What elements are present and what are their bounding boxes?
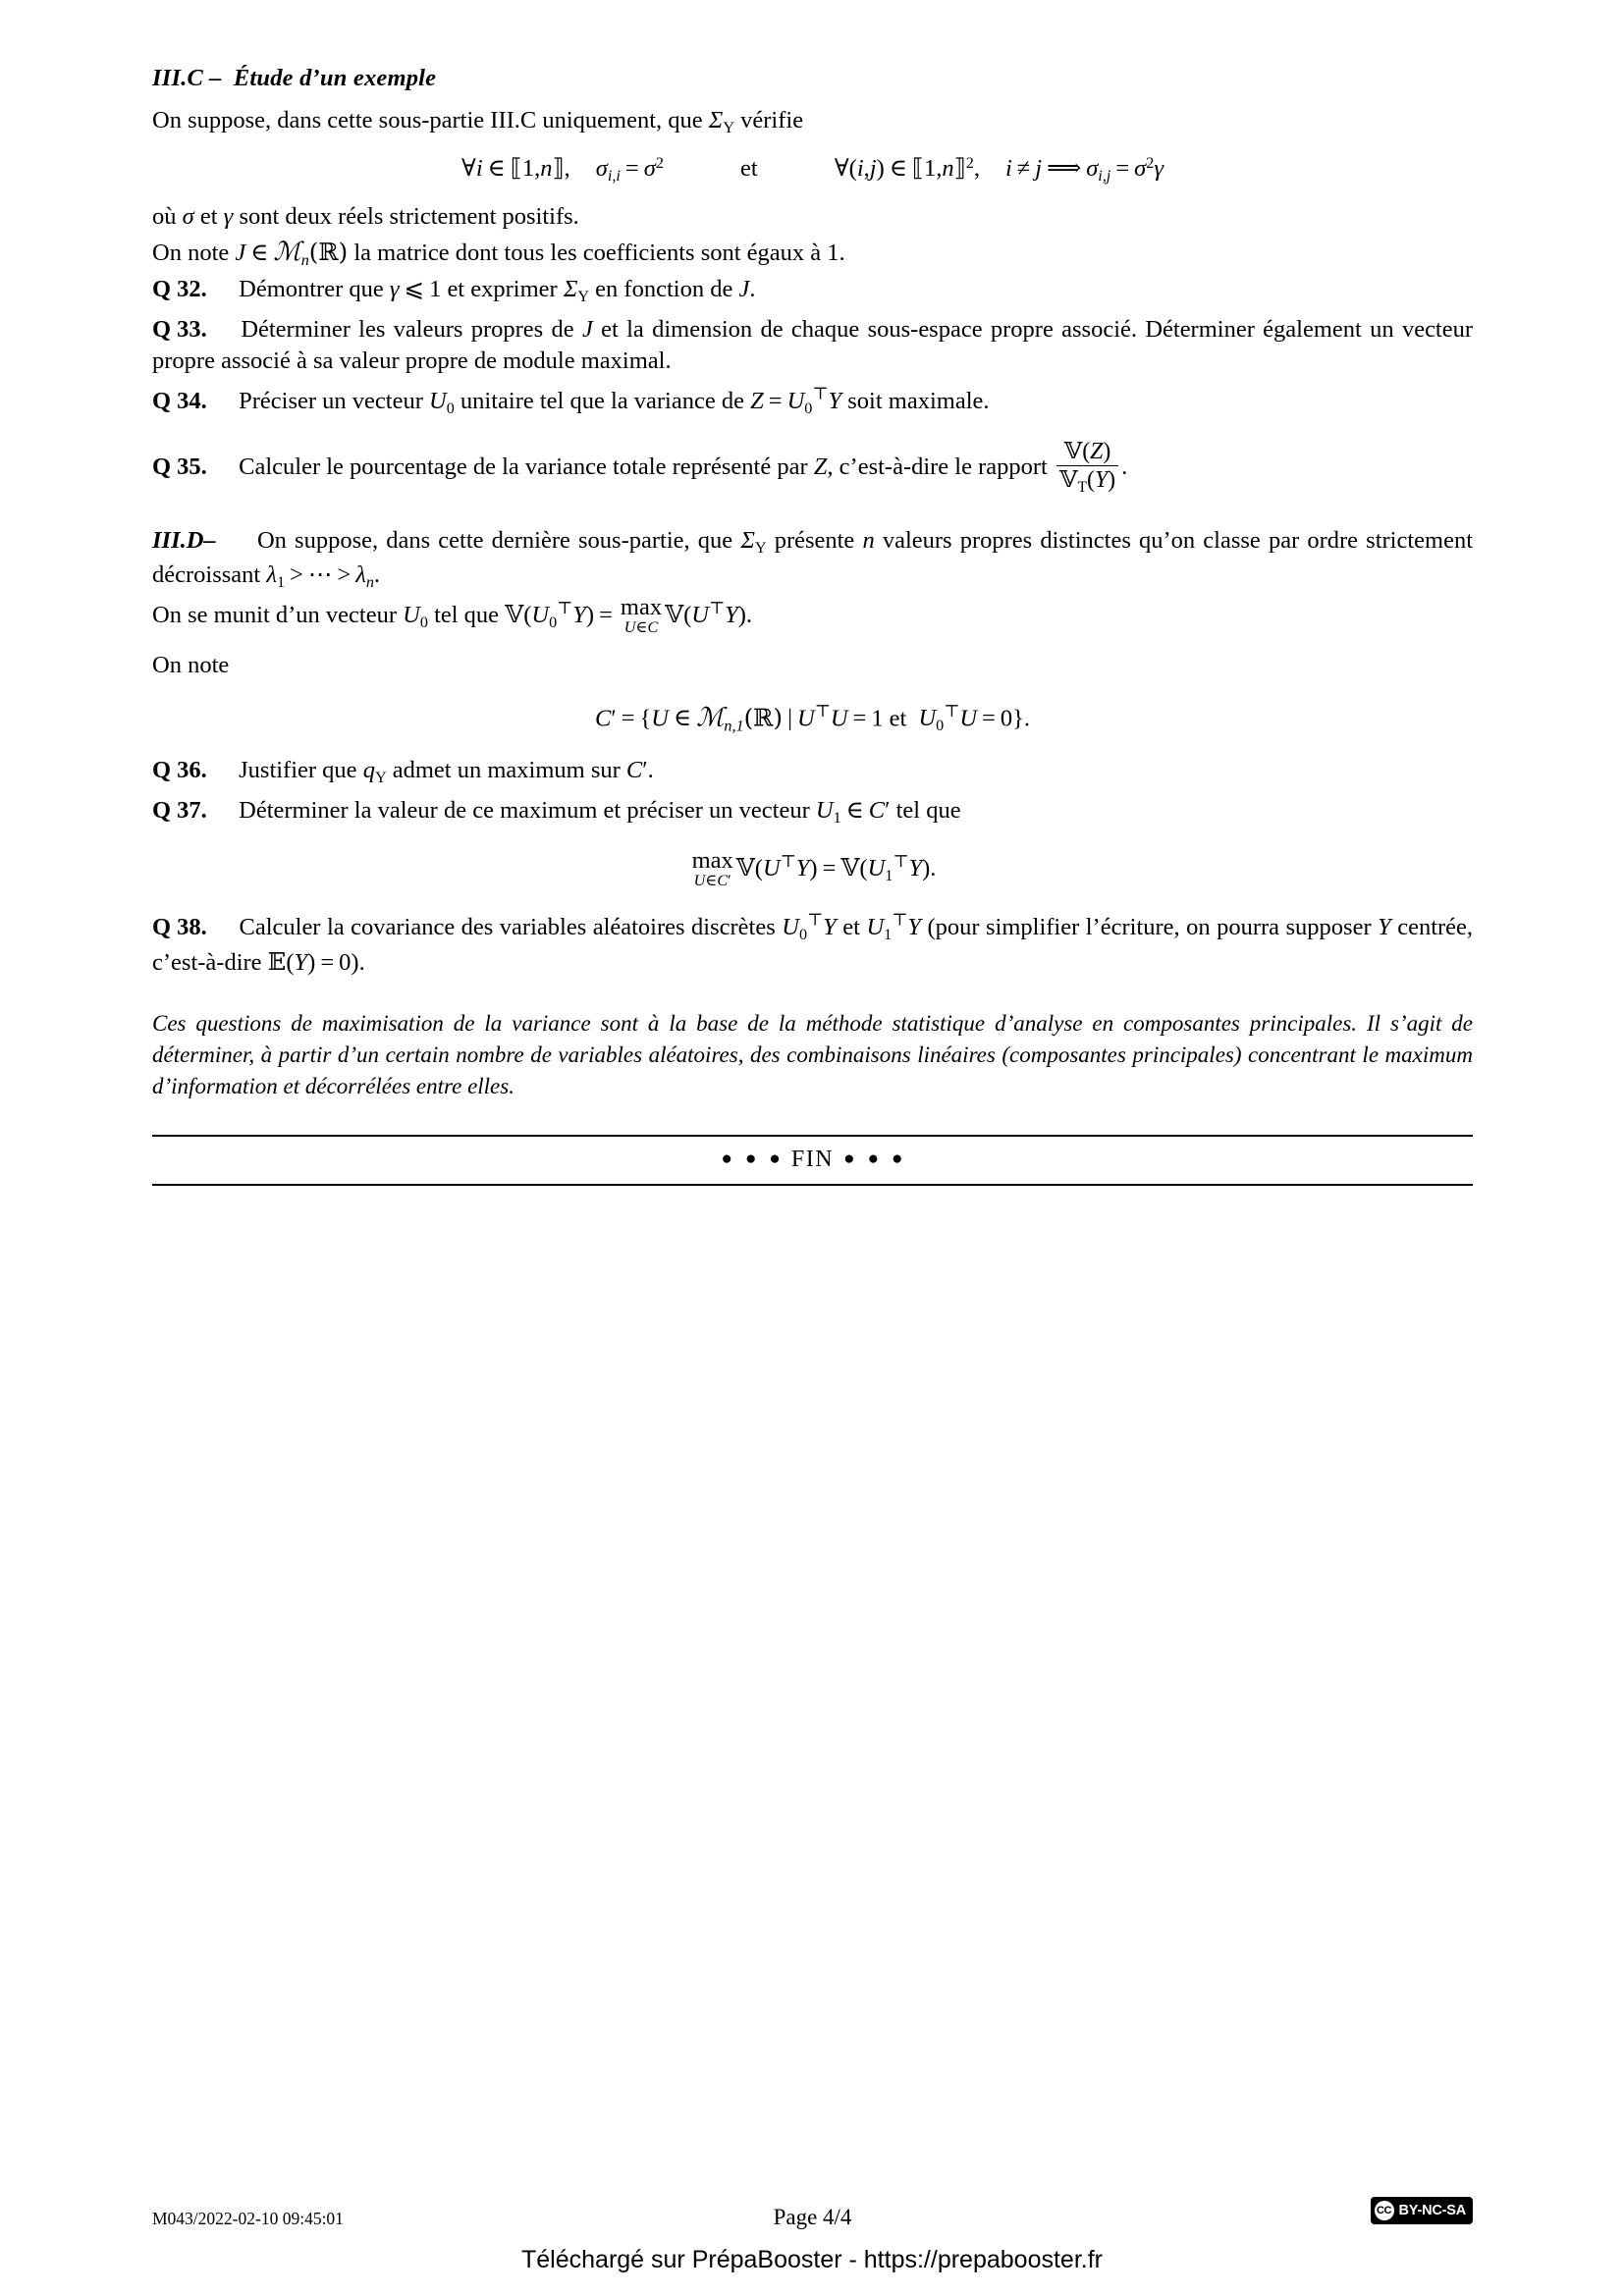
iiid-intro-d: . bbox=[373, 561, 381, 588]
fin-label: FIN bbox=[790, 1147, 835, 1173]
section-title: Étude d’un exemple bbox=[233, 65, 437, 91]
question-q37 bbox=[152, 795, 1473, 829]
fin-dot-icon: ● bbox=[867, 1148, 881, 1170]
matrix-j-note: On note J ∈ ℳ$_n$(ℝ) la matrice dont tous les coefficients sont égaux à 1. bbox=[152, 237, 845, 270]
creative-commons-badge bbox=[1371, 2197, 1474, 2224]
page-footer bbox=[152, 2205, 1473, 2244]
question-label: Q 33. bbox=[152, 315, 207, 343]
display-equation-sigma-definition: ∀i ∈ ⟦1,n⟧, $\sigma_{i,i} = \sigma^2$ et ∀(i,j) ∈ ⟦1,n⟧$^2$, i ≠ j ⟹ $\sigma_{i,j} = \sigma^2\gamma$ bbox=[461, 154, 1164, 185]
variance-ratio-fraction: $\frac{\text{𝕍(Z)}}{𝕍_T(Y)}$ bbox=[1056, 438, 1118, 496]
note-prefix: où bbox=[152, 202, 177, 230]
question-body: Déterminer la valeur de ce maximum et préciser un vecteur $U_1$ ∈ C′ tel que bbox=[239, 797, 961, 828]
q33-part-b: et la dimension de chaque sous-espace propre associé. Déterminer également un vecteur propre associé à sa valeur propre de module maximal. bbox=[152, 315, 1474, 375]
q34-part-a: Préciser un vecteur bbox=[239, 388, 423, 415]
display-equation-c-prime: C′ = {U ∈ ℳ$_{n,1}$(ℝ) | U⊤U = 1 et $U_0^⊤U = 0$}. bbox=[594, 701, 1031, 735]
q38-part-a: Calculer la covariance des variables aléatoires discrètes bbox=[239, 913, 776, 940]
fin-dot-icon: ● bbox=[892, 1148, 904, 1170]
section-number: III.C bbox=[152, 65, 204, 91]
iiid-intro-b: présente bbox=[774, 527, 855, 555]
question-body: Démontrer que γ ⩽ 1 et exprimer $\Sigma_Y$ en fonction de J. bbox=[239, 276, 756, 306]
footer-document-id: M043/2022-02-10 09:45:01 bbox=[152, 2209, 344, 2228]
q36-part-a: Justifier que bbox=[239, 757, 357, 784]
question-label: Q 38. bbox=[152, 913, 207, 940]
q35-part-a: Calculer le pourcentage de la variance totale représenté par bbox=[239, 454, 808, 481]
j-note-prefix: On note bbox=[152, 240, 230, 267]
q38-part-c: (pour simplifier l’écriture, on pourra supposer bbox=[927, 913, 1372, 940]
intro-suffix: vérifie bbox=[740, 107, 804, 133]
question-label: Q 32. bbox=[152, 276, 207, 303]
q32-part-b: et exprimer bbox=[447, 276, 558, 303]
u0-note-a: On se munit d’un vecteur bbox=[152, 601, 398, 628]
fin-block bbox=[152, 1135, 1473, 1186]
note-conjunction: et bbox=[199, 202, 218, 230]
question-body: Déterminer les valeurs propres de J et la dimension de chaque sous-espace propre associé. Déterminer également un vecteur propre associé à sa valeur propre de module maximal. bbox=[152, 315, 1474, 375]
closing-note: Ces questions de maximisation de la variance sont à la base de la méthode statistique d’analyse en composantes principales. Il s’agit de déterminer, à partir d’un certain nombre de variables aléatoires, des combinaisons linéaires (composantes principales) concentrant le maximum d’information et décorrélées entre elles. bbox=[152, 1011, 1473, 1098]
cc-license-label: BY-NC-SA bbox=[1398, 2203, 1466, 2218]
display-equation-max-variance: max U∈C′ 𝕍(U⊤Y) = $𝕍(U_1^⊤Y)$. bbox=[691, 846, 937, 890]
question-q34 bbox=[152, 384, 1473, 420]
fin-row bbox=[152, 1137, 1473, 1184]
question-q36 bbox=[152, 755, 1473, 789]
sigma-y-symbol: $\Sigma_Y$ bbox=[708, 107, 735, 137]
question-body: Calculer le pourcentage de la variance totale représenté par Z, c’est-à-dire le rapport $\frac{\text{𝕍(Z)}}{𝕍_T(Y)}$ . bbox=[239, 437, 1128, 496]
sigma-symbol: σ bbox=[182, 202, 194, 230]
fin-dot-icon: ● bbox=[769, 1148, 782, 1170]
sigma-gamma-positive-note bbox=[152, 201, 1473, 234]
question-label: Q 35. bbox=[152, 454, 207, 481]
q33-part-a: Déterminer les valeurs propres de bbox=[241, 315, 574, 343]
question-body: Calculer la covariance des variables aléatoires discrètes $U_0^⊤Y$ et $U_1^⊤Y$ (pour simplifier l’écriture, on pourra supposer Y centrée, c’est-à-dire 𝔼(Y) = 0). bbox=[152, 910, 1474, 976]
section-heading-iii-d: III.D– On suppose, dans cette dernière sous-partie, que $\Sigma_Y$ présente n valeurs propres distinctes qu’on classe par ordre strictement décroissant $\lambda_1$ > ⋯ > $\lambda_n$. bbox=[152, 527, 1474, 592]
q34-part-c: soit maximale. bbox=[847, 388, 990, 415]
q38-part-e: ). bbox=[351, 948, 365, 976]
question-label: Q 36. bbox=[152, 757, 207, 784]
q37-part-a: Déterminer la valeur de ce maximum et préciser un vecteur bbox=[239, 797, 810, 825]
iiid-intro-c: valeurs propres distinctes qu’on classe par ordre strictement décroissant bbox=[152, 527, 1474, 588]
question-q32 bbox=[152, 274, 1473, 308]
gamma-symbol: γ bbox=[223, 202, 234, 230]
question-body: Justifier que $q_Y$ admet un maximum sur C′. bbox=[239, 757, 654, 787]
q37-part-b: tel que bbox=[895, 797, 961, 825]
question-q35 bbox=[152, 438, 1473, 496]
download-watermark: Téléchargé sur PrépaBooster - https://prepabooster.fr bbox=[521, 2246, 1103, 2273]
iiid-intro-a: On suppose, dans cette dernière sous-partie, que bbox=[256, 527, 733, 555]
matrix-j-symbol: J bbox=[235, 240, 246, 267]
fin-dot-icon: ● bbox=[843, 1148, 856, 1170]
section-dash: – bbox=[203, 527, 216, 555]
document-content bbox=[152, 65, 1473, 1186]
question-q38 bbox=[152, 909, 1473, 979]
footer-page-number: Page 4/4 bbox=[773, 2205, 852, 2229]
q35-part-b: , c’est-à-dire le rapport bbox=[827, 454, 1048, 481]
note-suffix: sont deux réels strictement positifs. bbox=[239, 202, 579, 230]
intro-prefix: On suppose, dans cette sous-partie III.C uniquement, que bbox=[152, 107, 703, 133]
question-label: Q 37. bbox=[152, 797, 207, 825]
q32-part-c: en fonction de bbox=[595, 276, 733, 303]
max-operator-u-in-c-prime: max U∈C′ bbox=[691, 846, 733, 890]
max-operator-u-in-c: max U∈C bbox=[620, 593, 663, 637]
q38-part-d: centrée, c’est-à-dire bbox=[152, 913, 1474, 976]
q34-part-b: unitaire tel que la variance de bbox=[460, 388, 744, 415]
on-note-line bbox=[152, 650, 1473, 682]
on-note-text: On note bbox=[152, 652, 230, 679]
u0-definition-note: On se munit d’un vecteur $U_0$ tel que $𝕍(U_0^⊤Y)$ = max U∈C 𝕍(U⊤Y). bbox=[152, 593, 753, 637]
j-note-suffix: la matrice dont tous les coefficients sont égaux à 1. bbox=[353, 240, 845, 267]
fin-dot-icon: ● bbox=[721, 1148, 733, 1170]
section-c-intro bbox=[152, 105, 1473, 139]
fin-bottom-rule bbox=[152, 1184, 1473, 1186]
question-body: Préciser un vecteur $U_0$ unitaire tel que la variance de $Z = U_0^⊤Y$ soit maximale. bbox=[239, 384, 990, 418]
q36-part-c: . bbox=[647, 757, 654, 784]
section-dash: – bbox=[209, 65, 222, 91]
cc-logo-icon: CC bbox=[1375, 2201, 1394, 2220]
q38-part-b: et bbox=[842, 913, 860, 940]
q36-part-b: admet un maximum sur bbox=[392, 757, 621, 784]
section-heading-iii-c bbox=[152, 65, 1473, 92]
section-number: III.D bbox=[152, 527, 204, 555]
q32-part-a: Démontrer que bbox=[239, 276, 384, 303]
question-q33 bbox=[152, 314, 1473, 378]
fin-dot-icon: ● bbox=[744, 1148, 758, 1170]
u0-note-b: tel que bbox=[434, 601, 500, 628]
question-label: Q 34. bbox=[152, 388, 207, 415]
